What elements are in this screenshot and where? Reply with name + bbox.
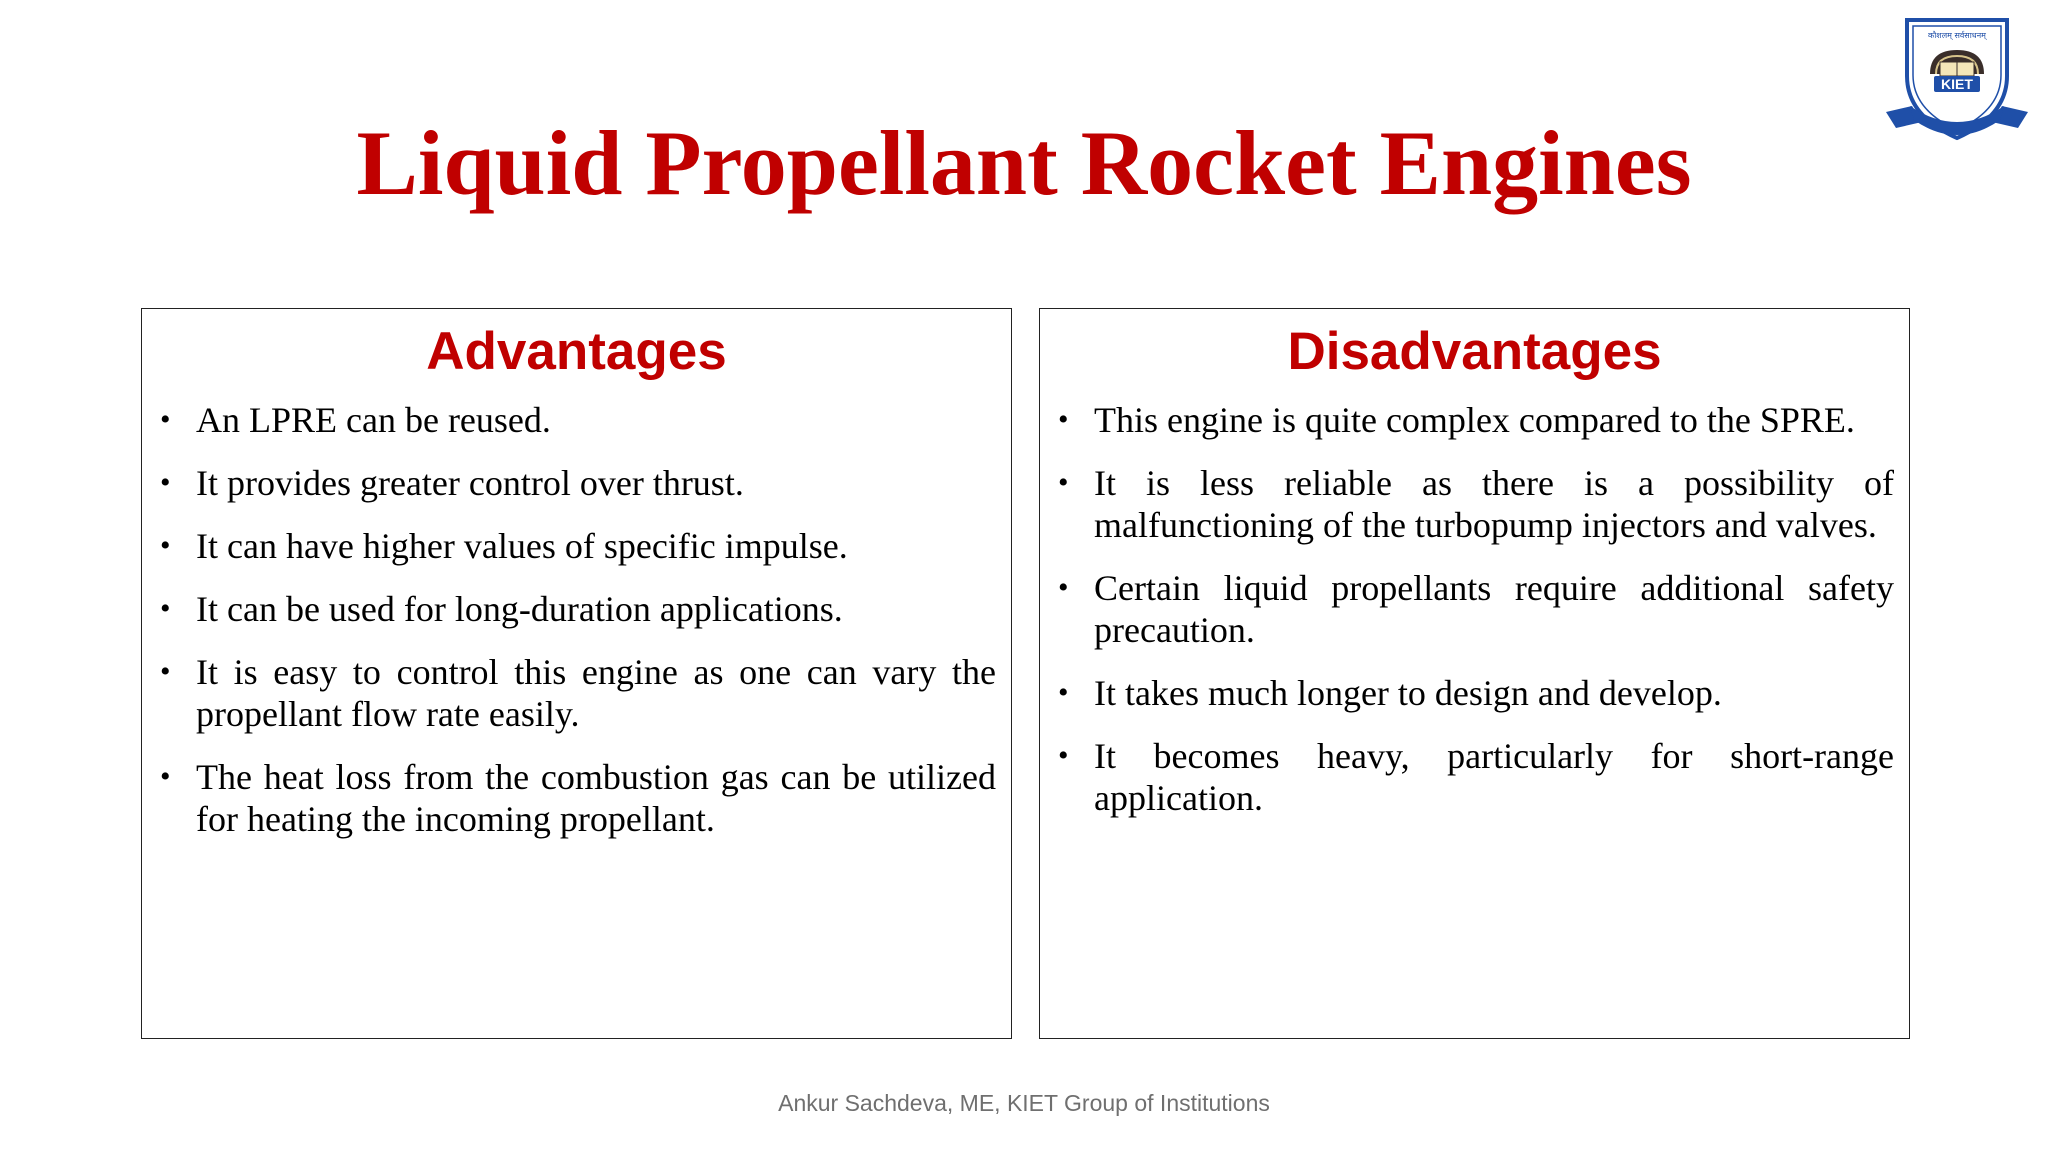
disadvantages-list — [1054, 399, 1894, 840]
advantage-item: • The heat loss from the combustion gas can be utilized for heating the incoming propellant. — [160, 757, 996, 839]
bullet-icon: • — [1058, 466, 1069, 499]
kiet-logo — [1882, 14, 2032, 150]
bullet-icon: • — [1058, 676, 1069, 709]
advantage-item: • It can have higher values of specific impulse. — [160, 526, 848, 566]
disadvantages-panel — [1039, 308, 1910, 1039]
advantage-item: • It provides greater control over thrust. — [160, 463, 744, 503]
advantage-item: • An LPRE can be reused. — [160, 400, 551, 440]
bullet-icon: • — [1058, 403, 1069, 436]
bullet-icon: • — [160, 655, 171, 688]
advantages-heading: Advantages — [426, 322, 727, 381]
advantage-item: • It is easy to control this engine as one can vary the propellant flow rate easily. — [160, 652, 996, 734]
disadvantage-item: • Certain liquid propellants require additional safety precaution. — [1058, 568, 1894, 650]
kiet-crest-icon — [1882, 14, 2032, 150]
bullet-icon: • — [160, 403, 171, 436]
disadvantage-item: • It is less reliable as there is a possibility of malfunctioning of the turbopump injectors and valves. — [1058, 463, 1894, 545]
bullet-icon: • — [1058, 739, 1069, 772]
disadvantage-item: • It takes much longer to design and develop. — [1058, 673, 1722, 713]
slide-title: Liquid Propellant Rocket Engines — [356, 112, 1692, 214]
bullet-icon: • — [1058, 571, 1069, 604]
disadvantages-heading: Disadvantages — [1287, 322, 1662, 381]
disadvantage-item: • This engine is quite complex compared to the SPRE. — [1058, 400, 1855, 440]
disadvantage-item: • It becomes heavy, particularly for short-range application. — [1058, 736, 1894, 818]
bullet-icon: • — [160, 592, 171, 625]
bullet-icon: • — [160, 760, 171, 793]
advantage-item: • It can be used for long-duration applications. — [160, 589, 843, 629]
slide-footer: Ankur Sachdeva, ME, KIET Group of Institutions — [778, 1090, 1270, 1116]
advantages-list — [156, 399, 996, 861]
logo-motto: कौशलम् सर्वसाधनम् — [1928, 31, 1986, 40]
bullet-icon: • — [160, 529, 171, 562]
logo-badge-text: KIET — [1941, 76, 1973, 92]
bullet-icon: • — [160, 466, 171, 499]
advantages-panel — [141, 308, 1012, 1039]
